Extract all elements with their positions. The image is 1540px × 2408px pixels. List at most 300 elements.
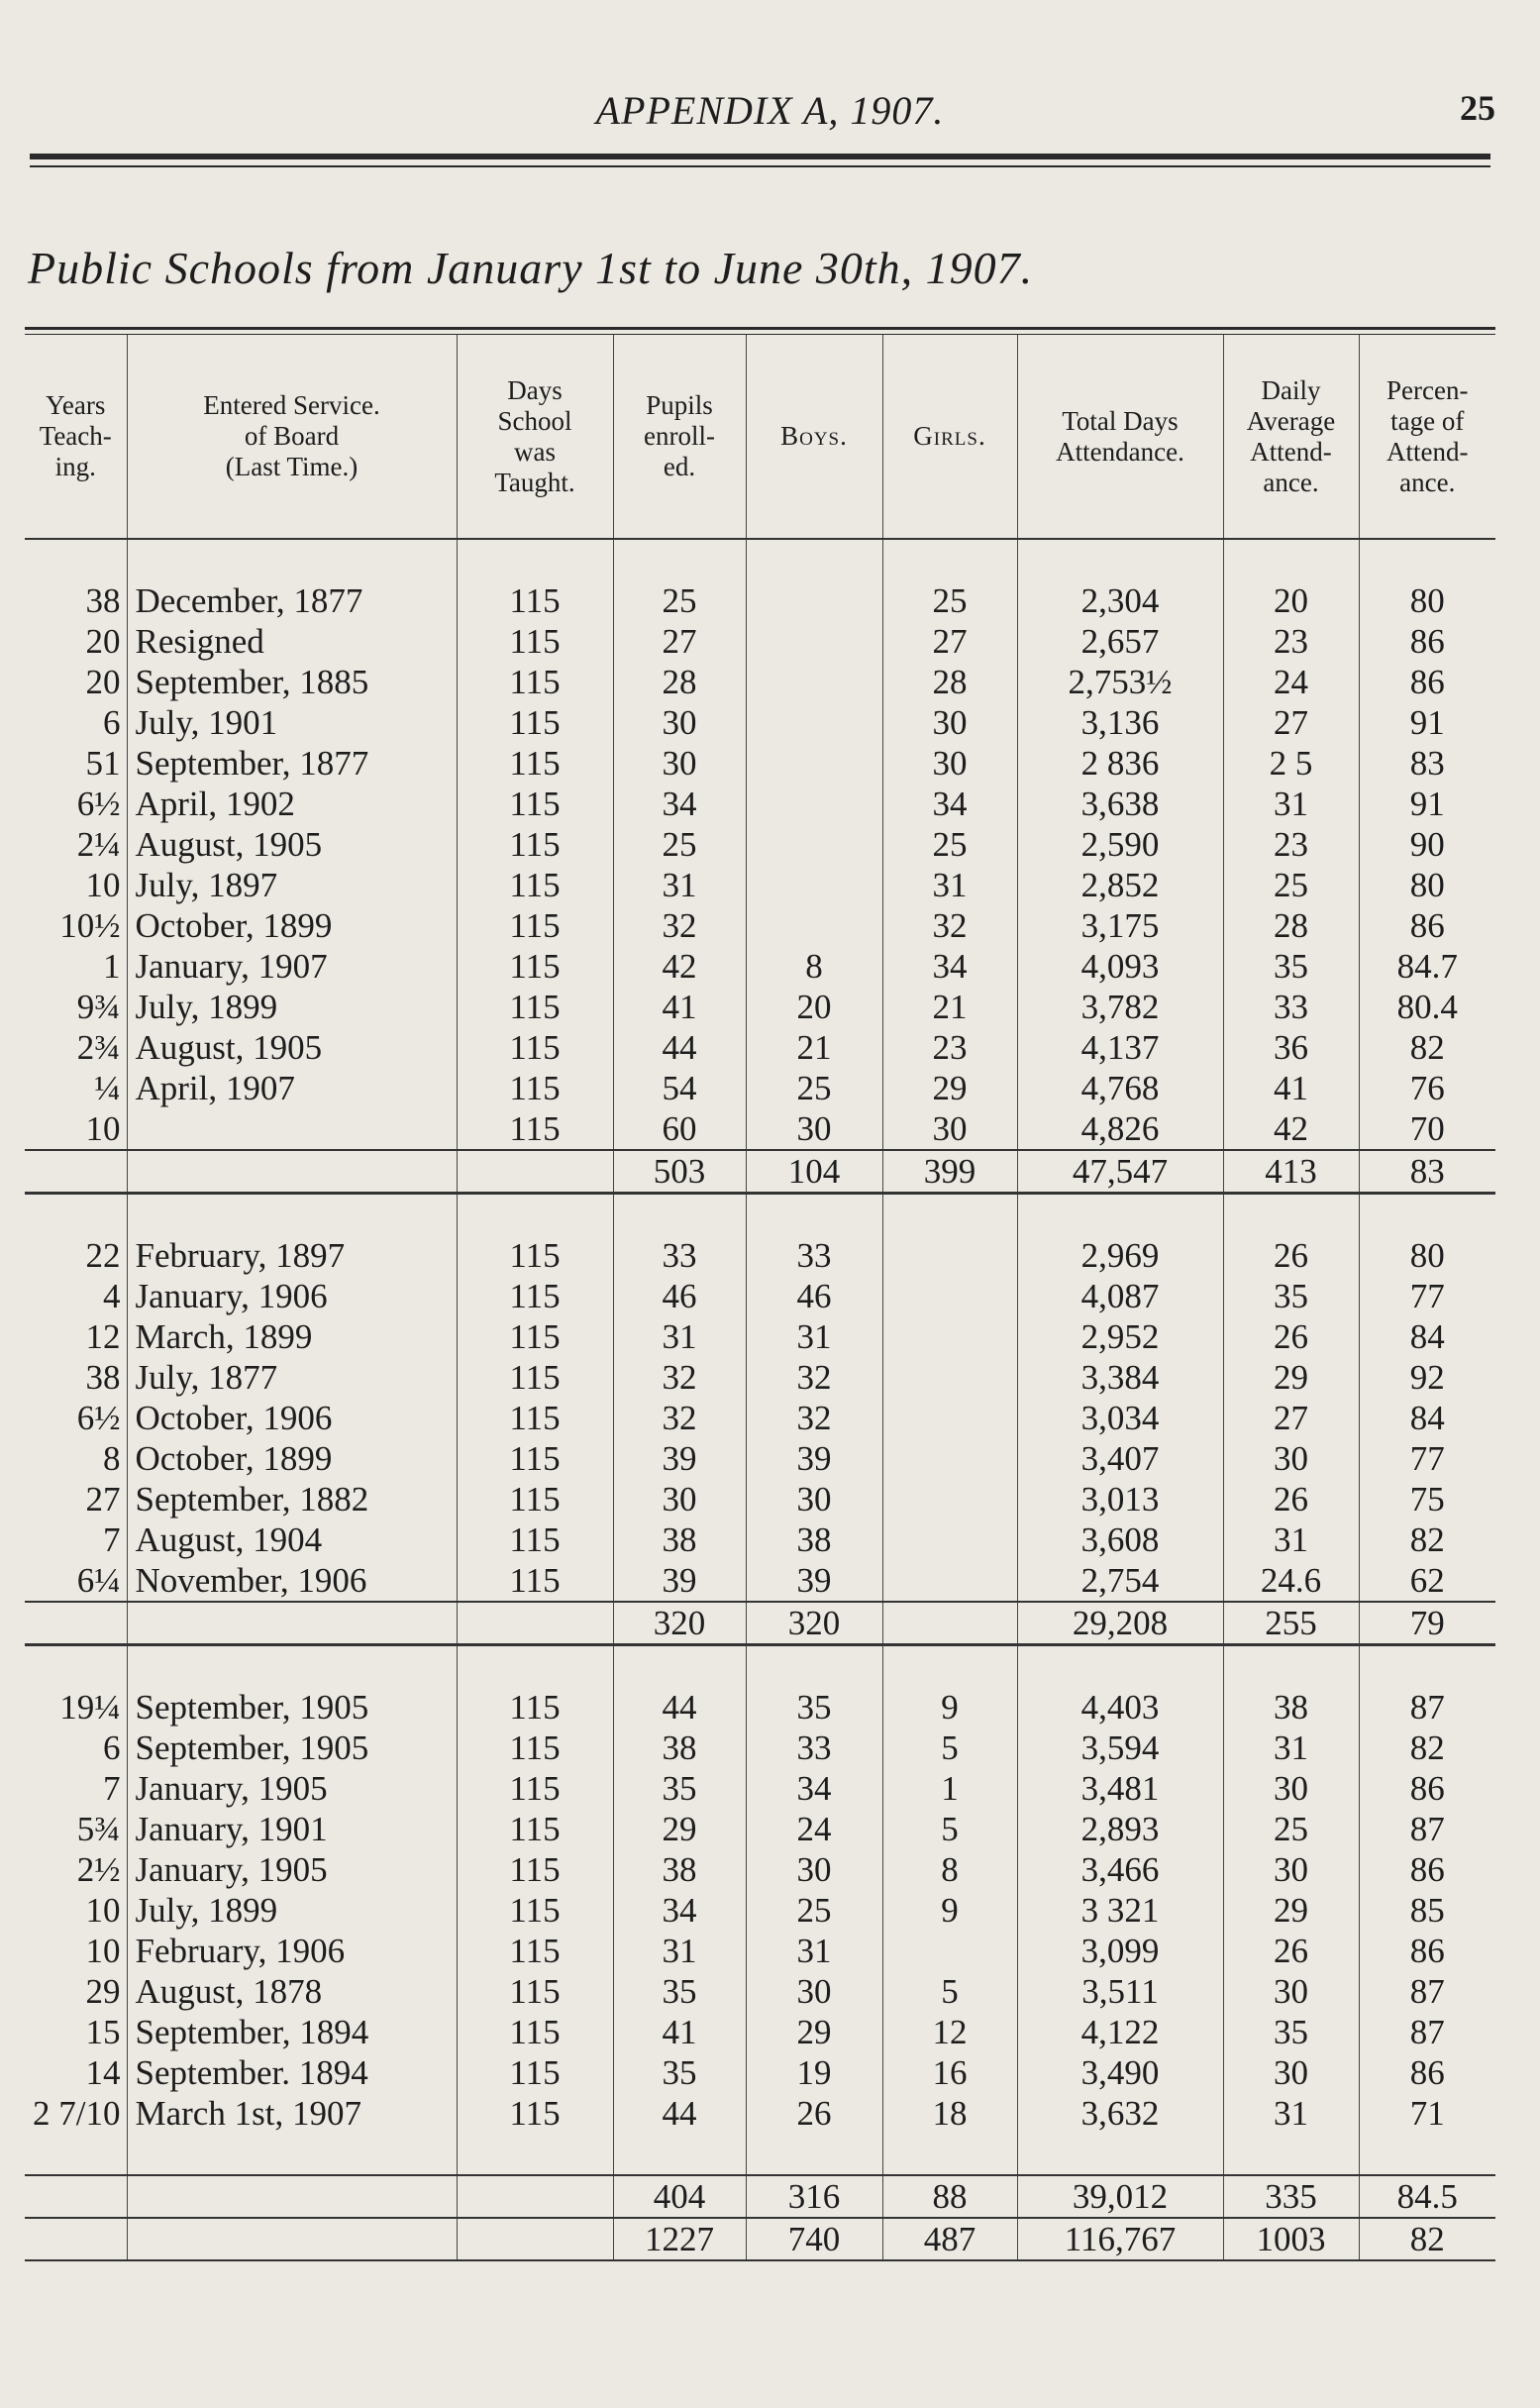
spacer-cell — [1017, 539, 1223, 580]
cell-total: 3,136 — [1017, 702, 1223, 743]
cell-years: 6 — [103, 1728, 121, 1767]
cell-pct: 70 — [1359, 1108, 1495, 1150]
cell-pupils: 44 — [613, 1027, 746, 1068]
cell-days: 115 — [457, 946, 613, 987]
cell-days: 115 — [457, 2052, 613, 2093]
header-rule — [30, 154, 1490, 159]
cell-girls: 18 — [882, 2093, 1017, 2134]
cell-girls: 16 — [882, 2052, 1017, 2093]
cell-girls: 34 — [882, 946, 1017, 987]
cell-entered: September, 1877 — [127, 743, 457, 784]
cell-boys: 24 — [746, 1809, 882, 1849]
cell-boys: 33 — [746, 1727, 882, 1768]
cell-pupils: 33 — [613, 1235, 746, 1276]
running-head — [0, 87, 1540, 137]
cell-days: 115 — [457, 1276, 613, 1316]
spacer-cell — [882, 1645, 1017, 1688]
cell-entered: January, 1905 — [127, 1768, 457, 1809]
cell-pupils: 44 — [613, 1687, 746, 1727]
spacer-cell — [457, 2134, 613, 2175]
spacer-cell — [1017, 2134, 1223, 2175]
cell-days: 115 — [457, 987, 613, 1027]
cell-girls: 5 — [882, 1971, 1017, 2012]
cell-boys: 46 — [746, 1276, 882, 1316]
cell-days: 115 — [457, 2093, 613, 2134]
cell-boys: 21 — [746, 1027, 882, 1068]
subtotal-pct: 83 — [1359, 1150, 1495, 1194]
table-row — [25, 1027, 1495, 1068]
cell-days: 115 — [457, 1560, 613, 1602]
cell-pct: 75 — [1359, 1479, 1495, 1519]
cell-daily: 24.6 — [1223, 1560, 1359, 1602]
cell-pct: 91 — [1359, 702, 1495, 743]
cell-pct: 62 — [1359, 1560, 1495, 1602]
table-row — [25, 1235, 1495, 1276]
cell-daily: 41 — [1223, 1068, 1359, 1108]
col-header-days-taught: Days School was Taught. — [457, 335, 613, 539]
cell-days: 115 — [457, 1027, 613, 1068]
cell-days: 115 — [457, 1809, 613, 1849]
spacer-cell — [457, 1194, 613, 1236]
cell-days: 115 — [457, 743, 613, 784]
spacer-cell — [882, 539, 1017, 580]
cell-years: 20 — [85, 622, 121, 661]
cell-years: 22 — [85, 1236, 121, 1275]
cell-girls: 31 — [882, 865, 1017, 905]
table-row — [25, 824, 1495, 865]
spacer-cell — [127, 1194, 457, 1236]
cell-pupils: 38 — [613, 1519, 746, 1560]
header-row — [25, 335, 1495, 539]
cell-daily: 31 — [1223, 1727, 1359, 1768]
cell-years: 19¼ — [59, 1688, 121, 1727]
cell-entered — [127, 1602, 457, 1645]
cell-entered: February, 1906 — [127, 1931, 457, 1971]
attendance-table — [25, 335, 1495, 2261]
spacer-cell — [25, 1645, 127, 1688]
subtotal-pupils: 503 — [613, 1150, 746, 1194]
cell-pct: 71 — [1359, 2093, 1495, 2134]
cell-girls: 5 — [882, 1727, 1017, 1768]
cell-pct: 84 — [1359, 1398, 1495, 1438]
cell-entered: March, 1899 — [127, 1316, 457, 1357]
cell-daily: 38 — [1223, 1687, 1359, 1727]
spacer-cell — [746, 1645, 882, 1688]
spacer-cell — [746, 539, 882, 580]
cell-pupils: 28 — [613, 662, 746, 702]
cell-girls: 25 — [882, 824, 1017, 865]
subtotal-girls: 399 — [882, 1150, 1017, 1194]
cell-pct: 92 — [1359, 1357, 1495, 1398]
cell-pupils: 35 — [613, 1971, 746, 2012]
cell-total: 3,034 — [1017, 1398, 1223, 1438]
grand-total-daily: 1003 — [1223, 2218, 1359, 2260]
cell-boys: 20 — [746, 987, 882, 1027]
cell-total: 3,490 — [1017, 2052, 1223, 2093]
cell-entered: August, 1878 — [127, 1971, 457, 2012]
cell-girls — [882, 1235, 1017, 1276]
cell-days: 115 — [457, 2012, 613, 2052]
cell-girls — [882, 1931, 1017, 1971]
cell-years — [25, 1602, 127, 1645]
col-header-percentage: Percen- tage of Attend- ance. — [1359, 335, 1495, 539]
cell-pupils: 30 — [613, 743, 746, 784]
col-header-daily-average: Daily Average Attend- ance. — [1223, 335, 1359, 539]
col-header-pupils-enrolled: Pupils enroll- ed. — [613, 335, 746, 539]
spacer-cell — [882, 2134, 1017, 2175]
table-row — [25, 1398, 1495, 1438]
cell-total: 3,608 — [1017, 1519, 1223, 1560]
cell-pct: 87 — [1359, 2012, 1495, 2052]
cell-years: 38 — [85, 581, 121, 620]
cell-boys — [746, 824, 882, 865]
spacer-cell — [127, 1645, 457, 1688]
table-row — [25, 1931, 1495, 1971]
cell-years: 10½ — [59, 906, 121, 945]
cell-boys: 25 — [746, 1890, 882, 1931]
subtotal-row — [25, 2175, 1495, 2218]
spacer-cell — [613, 1645, 746, 1688]
cell-days: 115 — [457, 1849, 613, 1890]
cell-girls: 30 — [882, 743, 1017, 784]
cell-entered: July, 1899 — [127, 987, 457, 1027]
cell-total: 3,638 — [1017, 784, 1223, 824]
cell-total: 4,122 — [1017, 2012, 1223, 2052]
cell-days: 115 — [457, 621, 613, 662]
table-row — [25, 1519, 1495, 1560]
cell-pupils: 34 — [613, 1890, 746, 1931]
cell-years: 27 — [85, 1480, 121, 1518]
cell-days: 115 — [457, 905, 613, 946]
cell-total: 2,969 — [1017, 1235, 1223, 1276]
cell-days: 115 — [457, 1357, 613, 1398]
table-row — [25, 865, 1495, 905]
cell-daily: 27 — [1223, 702, 1359, 743]
subtotal-pct: 79 — [1359, 1602, 1495, 1645]
cell-entered: January, 1907 — [127, 946, 457, 987]
cell-girls — [882, 1316, 1017, 1357]
subtotal-total: 39,012 — [1017, 2175, 1223, 2218]
cell-entered — [127, 2218, 457, 2260]
cell-pupils: 32 — [613, 1357, 746, 1398]
cell-pct: 86 — [1359, 662, 1495, 702]
cell-daily: 30 — [1223, 1438, 1359, 1479]
cell-years: 4 — [103, 1277, 121, 1315]
cell-days — [457, 1602, 613, 1645]
table-row — [25, 1276, 1495, 1316]
cell-entered: September, 1905 — [127, 1727, 457, 1768]
cell-girls — [882, 1398, 1017, 1438]
table-top-rule — [25, 327, 1495, 330]
cell-girls: 9 — [882, 1890, 1017, 1931]
table-row — [25, 580, 1495, 621]
subtotal-row — [25, 1602, 1495, 1645]
cell-boys: 8 — [746, 946, 882, 987]
cell-boys: 26 — [746, 2093, 882, 2134]
cell-girls: 32 — [882, 905, 1017, 946]
cell-daily: 26 — [1223, 1316, 1359, 1357]
cell-pct: 87 — [1359, 1687, 1495, 1727]
cell-total: 3,099 — [1017, 1931, 1223, 1971]
cell-years: 2¾ — [76, 1028, 121, 1067]
cell-pct: 86 — [1359, 2052, 1495, 2093]
cell-days: 115 — [457, 1931, 613, 1971]
cell-boys: 33 — [746, 1235, 882, 1276]
cell-total: 3,466 — [1017, 1849, 1223, 1890]
cell-total: 3 321 — [1017, 1890, 1223, 1931]
cell-entered: September. 1894 — [127, 2052, 457, 2093]
cell-total: 2,590 — [1017, 824, 1223, 865]
cell-daily: 23 — [1223, 824, 1359, 865]
table-row — [25, 1849, 1495, 1890]
cell-daily: 36 — [1223, 1027, 1359, 1068]
cell-days: 115 — [457, 865, 613, 905]
cell-days: 115 — [457, 1768, 613, 1809]
cell-boys: 30 — [746, 1971, 882, 2012]
cell-daily: 30 — [1223, 1971, 1359, 2012]
cell-pct: 86 — [1359, 905, 1495, 946]
cell-boys: 34 — [746, 1768, 882, 1809]
cell-total: 4,403 — [1017, 1687, 1223, 1727]
cell-total: 4,087 — [1017, 1276, 1223, 1316]
table-row — [25, 1068, 1495, 1108]
cell-boys — [746, 702, 882, 743]
cell-years: 10 — [85, 1891, 121, 1930]
cell-boys: 35 — [746, 1687, 882, 1727]
cell-entered: July, 1901 — [127, 702, 457, 743]
cell-years: 5¾ — [76, 1810, 121, 1848]
table-row — [25, 662, 1495, 702]
cell-girls: 23 — [882, 1027, 1017, 1068]
col-header-years: Years Teach- ing. — [25, 335, 127, 539]
cell-boys: 19 — [746, 2052, 882, 2093]
cell-boys — [746, 662, 882, 702]
cell-years: 6½ — [76, 1399, 121, 1437]
cell-girls: 27 — [882, 621, 1017, 662]
grand-total-boys: 740 — [746, 2218, 882, 2260]
cell-girls: 21 — [882, 987, 1017, 1027]
cell-pupils: 31 — [613, 1931, 746, 1971]
cell-years: 10 — [85, 1109, 121, 1148]
spacer-row — [25, 1194, 1495, 1236]
table-row — [25, 1357, 1495, 1398]
spacer-cell — [25, 2134, 127, 2175]
cell-years — [25, 2175, 127, 2218]
cell-pupils: 42 — [613, 946, 746, 987]
cell-pupils: 41 — [613, 987, 746, 1027]
cell-pct: 86 — [1359, 1931, 1495, 1971]
cell-days: 115 — [457, 824, 613, 865]
cell-years: 10 — [85, 866, 121, 904]
cell-entered: Resigned — [127, 621, 457, 662]
cell-daily: 24 — [1223, 662, 1359, 702]
cell-days: 115 — [457, 1479, 613, 1519]
cell-years: 20 — [85, 663, 121, 701]
cell-entered: September, 1905 — [127, 1687, 457, 1727]
col-header-girls: Girls. — [882, 335, 1017, 539]
cell-days: 115 — [457, 1890, 613, 1931]
cell-pct: 82 — [1359, 1727, 1495, 1768]
cell-daily: 29 — [1223, 1357, 1359, 1398]
table-row — [25, 1971, 1495, 2012]
cell-entered: April, 1907 — [127, 1068, 457, 1108]
col-header-boys: Boys. — [746, 335, 882, 539]
cell-girls: 29 — [882, 1068, 1017, 1108]
cell-total: 3,632 — [1017, 2093, 1223, 2134]
cell-years: 12 — [85, 1317, 121, 1356]
cell-pct: 82 — [1359, 1519, 1495, 1560]
spacer-cell — [25, 539, 127, 580]
cell-daily: 25 — [1223, 1809, 1359, 1849]
cell-daily: 20 — [1223, 580, 1359, 621]
cell-entered: March 1st, 1907 — [127, 2093, 457, 2134]
spacer-cell — [1223, 539, 1359, 580]
col-header-total-days: Total Days Attendance. — [1017, 335, 1223, 539]
cell-girls — [882, 1438, 1017, 1479]
cell-boys: 31 — [746, 1931, 882, 1971]
cell-pupils: 27 — [613, 621, 746, 662]
cell-days: 115 — [457, 702, 613, 743]
cell-boys: 39 — [746, 1438, 882, 1479]
cell-pct: 80 — [1359, 580, 1495, 621]
cell-days: 115 — [457, 1235, 613, 1276]
cell-years: 7 — [103, 1520, 121, 1559]
spacer-cell — [127, 539, 457, 580]
spacer-row — [25, 2134, 1495, 2175]
table-row — [25, 987, 1495, 1027]
cell-entered: October, 1899 — [127, 905, 457, 946]
cell-total: 3,594 — [1017, 1727, 1223, 1768]
cell-boys — [746, 743, 882, 784]
table-row — [25, 1560, 1495, 1602]
subtotal-pupils: 404 — [613, 2175, 746, 2218]
table-row — [25, 1479, 1495, 1519]
cell-daily: 33 — [1223, 987, 1359, 1027]
cell-pupils: 38 — [613, 1849, 746, 1890]
cell-girls: 25 — [882, 580, 1017, 621]
table-row — [25, 784, 1495, 824]
table-row — [25, 1687, 1495, 1727]
cell-daily: 42 — [1223, 1108, 1359, 1150]
cell-total: 3,511 — [1017, 1971, 1223, 2012]
table-row — [25, 1809, 1495, 1849]
cell-daily: 26 — [1223, 1931, 1359, 1971]
cell-girls: 12 — [882, 2012, 1017, 2052]
cell-entered: September, 1882 — [127, 1479, 457, 1519]
spacer-cell — [1359, 1645, 1495, 1688]
cell-years: 38 — [85, 1358, 121, 1397]
cell-boys: 25 — [746, 1068, 882, 1108]
cell-girls: 28 — [882, 662, 1017, 702]
cell-boys: 30 — [746, 1108, 882, 1150]
cell-girls: 1 — [882, 1768, 1017, 1809]
cell-total: 2,754 — [1017, 1560, 1223, 1602]
cell-days — [457, 2175, 613, 2218]
cell-total: 3,175 — [1017, 905, 1223, 946]
table-row — [25, 2012, 1495, 2052]
cell-pupils: 30 — [613, 1479, 746, 1519]
cell-total: 4,768 — [1017, 1068, 1223, 1108]
table-row — [25, 1438, 1495, 1479]
spacer-cell — [25, 1194, 127, 1236]
subtotal-boys: 104 — [746, 1150, 882, 1194]
cell-years: 8 — [103, 1439, 121, 1478]
cell-daily: 23 — [1223, 621, 1359, 662]
table-row — [25, 1727, 1495, 1768]
grand-total-pupils: 1227 — [613, 2218, 746, 2260]
cell-years — [25, 1150, 127, 1194]
cell-total: 2,852 — [1017, 865, 1223, 905]
table-row — [25, 1890, 1495, 1931]
cell-total: 2 836 — [1017, 743, 1223, 784]
cell-days: 115 — [457, 1316, 613, 1357]
cell-boys — [746, 580, 882, 621]
grand-total-row — [25, 2218, 1495, 2260]
table-body — [25, 539, 1495, 2260]
subtotal-row — [25, 1150, 1495, 1194]
cell-girls: 5 — [882, 1809, 1017, 1849]
table-row — [25, 2093, 1495, 2134]
cell-pct: 84 — [1359, 1316, 1495, 1357]
spacer-cell — [882, 1194, 1017, 1236]
cell-entered: October, 1906 — [127, 1398, 457, 1438]
cell-entered: February, 1897 — [127, 1235, 457, 1276]
cell-boys — [746, 621, 882, 662]
cell-entered: April, 1902 — [127, 784, 457, 824]
cell-daily: 30 — [1223, 1849, 1359, 1890]
cell-daily: 31 — [1223, 2093, 1359, 2134]
cell-entered: October, 1899 — [127, 1438, 457, 1479]
cell-pct: 84.7 — [1359, 946, 1495, 987]
cell-years: 15 — [85, 2013, 121, 2051]
cell-girls: 8 — [882, 1849, 1017, 1890]
spacer-row — [25, 1645, 1495, 1688]
cell-entered: August, 1905 — [127, 824, 457, 865]
subtotal-boys: 316 — [746, 2175, 882, 2218]
spacer-cell — [613, 1194, 746, 1236]
cell-entered: July, 1899 — [127, 1890, 457, 1931]
cell-years: 6 — [103, 703, 121, 742]
table-title: Public Schools from January 1st to June 30th, 1907. — [28, 243, 1034, 293]
cell-girls: 30 — [882, 702, 1017, 743]
grand-total-pct: 82 — [1359, 2218, 1495, 2260]
cell-years: 10 — [85, 1932, 121, 1970]
spacer-cell — [1017, 1645, 1223, 1688]
cell-pupils: 35 — [613, 2052, 746, 2093]
cell-boys: 32 — [746, 1357, 882, 1398]
table-row — [25, 1108, 1495, 1150]
cell-pupils: 46 — [613, 1276, 746, 1316]
cell-days: 115 — [457, 1068, 613, 1108]
cell-pct: 77 — [1359, 1276, 1495, 1316]
cell-daily: 30 — [1223, 2052, 1359, 2093]
cell-entered: January, 1906 — [127, 1276, 457, 1316]
cell-days — [457, 2218, 613, 2260]
subtotal-daily: 335 — [1223, 2175, 1359, 2218]
cell-daily: 28 — [1223, 905, 1359, 946]
cell-entered: July, 1877 — [127, 1357, 457, 1398]
cell-total: 2,753½ — [1017, 662, 1223, 702]
cell-boys: 31 — [746, 1316, 882, 1357]
cell-boys: 30 — [746, 1479, 882, 1519]
appendix-title: APPENDIX A, 1907. — [595, 88, 945, 133]
cell-daily: 31 — [1223, 1519, 1359, 1560]
cell-pct: 80.4 — [1359, 987, 1495, 1027]
cell-total: 2,304 — [1017, 580, 1223, 621]
cell-pct: 91 — [1359, 784, 1495, 824]
cell-girls: 9 — [882, 1687, 1017, 1727]
spacer-cell — [1223, 1194, 1359, 1236]
